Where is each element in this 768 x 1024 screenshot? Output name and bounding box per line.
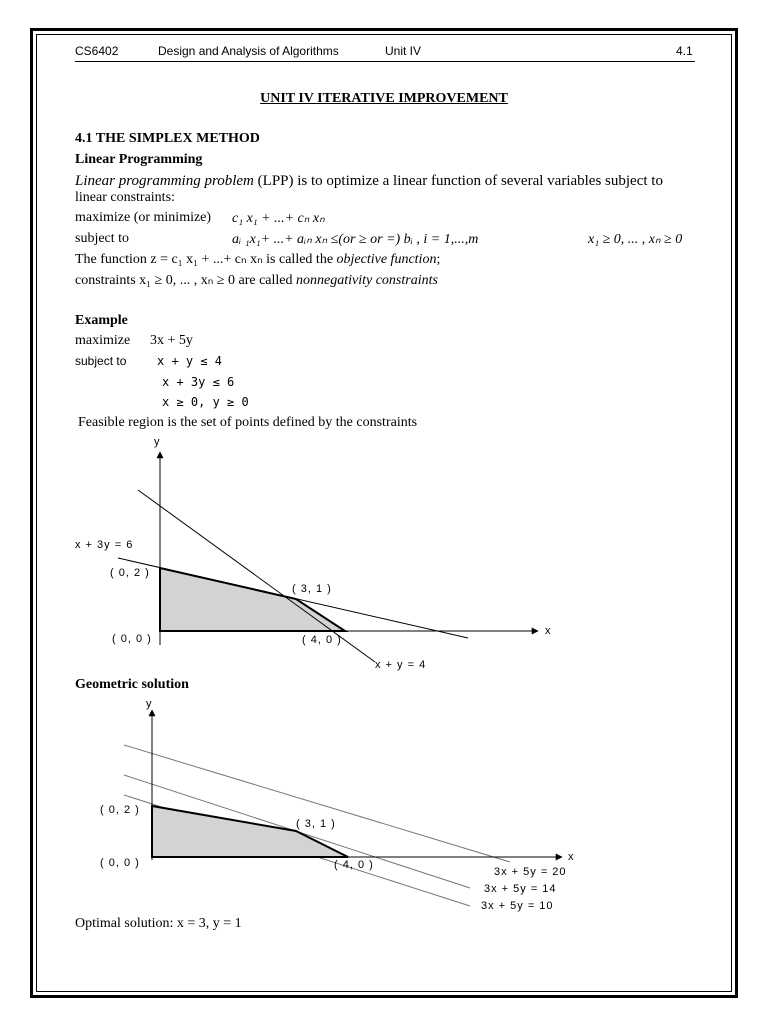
graph1-point-0-2: ( 0, 2 ) [110,567,150,579]
graph2-point-0-0: ( 0, 0 ) [100,857,140,869]
example-constraint-2: x + 3y ≤ 6 [162,375,235,389]
section-heading: 4.1 THE SIMPLEX METHOD [75,131,260,146]
graph1-line2-label: x + y = 4 [375,659,427,671]
feasible-region-text: Feasible region is the set of points defined by the constraints [78,415,418,430]
header-rule [75,61,695,62]
graph2-point-0-2: ( 0, 2 ) [100,804,140,816]
maximize-expression: c₁ x₁ + ...+ cₙ xₙ [232,211,325,226]
lpp-term: Linear programming problem [75,173,254,189]
graph2-level-label-20: 3x + 5y = 20 [494,866,567,878]
example-constraint-3: x ≥ 0, y ≥ 0 [162,395,249,409]
unit-title: UNIT IV ITERATIVE IMPROVEMENT [260,91,508,106]
graph2-point-4-0: ( 4, 0 ) [334,859,374,871]
constraints-term: nonnegativity constraints [296,273,438,288]
graph2-level-label-14: 3x + 5y = 14 [484,883,557,895]
graph2-point-3-1: ( 3, 1 ) [296,818,336,830]
optimal-solution: Optimal solution: x = 3, y = 1 [75,916,242,931]
example-subject-label: subject to [75,354,127,368]
example-heading: Example [75,313,128,328]
lpp-definition-line2: linear constraints: [75,190,175,205]
constraints-pre: constraints x₁ ≥ 0, ... , xₙ ≥ 0 are called [75,273,293,288]
graph1-point-4-0: ( 4, 0 ) [302,634,342,646]
objective-post: ; [436,252,441,267]
maximize-label: maximize (or minimize) [75,210,212,225]
header-page-number: 4.1 [676,44,693,58]
header-unit: Unit IV [385,44,422,58]
graph1-x-label: x [545,625,552,637]
objective-term: objective function [336,252,437,267]
graph1-line1-label: x + 3y = 6 [75,539,134,551]
example-constraint-1: x + y ≤ 4 [157,354,223,368]
example-maximize-expression: 3x + 5y [150,333,193,348]
nonnegativity-expression: x₁ ≥ 0, ... , xₙ ≥ 0 [588,232,683,247]
header-course-code: CS6402 [75,44,119,58]
graph1-point-0-0: ( 0, 0 ) [112,633,152,645]
lpp-definition-line1 [75,173,663,190]
graph2-y-label: y [146,698,153,710]
graph1-y-label: y [154,436,161,448]
subject-to-label: subject to [75,231,130,246]
feasible-region-graph [0,430,768,675]
nonnegativity-line [75,272,438,289]
example-maximize-label: maximize [75,333,131,348]
objective-function-line [75,251,440,268]
feasible-region [160,568,345,631]
geometric-solution-graph [0,690,768,915]
feasible-region-2 [152,806,348,857]
subheading-linear-programming: Linear Programming [75,152,203,167]
graph2-level-label-10: 3x + 5y = 10 [481,900,554,912]
geometric-solution-heading: Geometric solution [75,677,189,692]
header-course-title: Design and Analysis of Algorithms [158,44,339,58]
graph2-x-label: x [568,851,575,863]
objective-pre: The function z = c₁ x₁ + ...+ cₙ xₙ is called the [75,252,334,267]
subject-to-expression: aᵢ ₁x₁+ ...+ aᵢₙ xₙ ≤(or ≥ or =) bᵢ , i = 1,...,m [232,232,479,247]
lpp-definition-text: (LPP) is to optimize a linear function of several variables subject to [257,173,663,189]
graph1-point-3-1: ( 3, 1 ) [292,583,332,595]
